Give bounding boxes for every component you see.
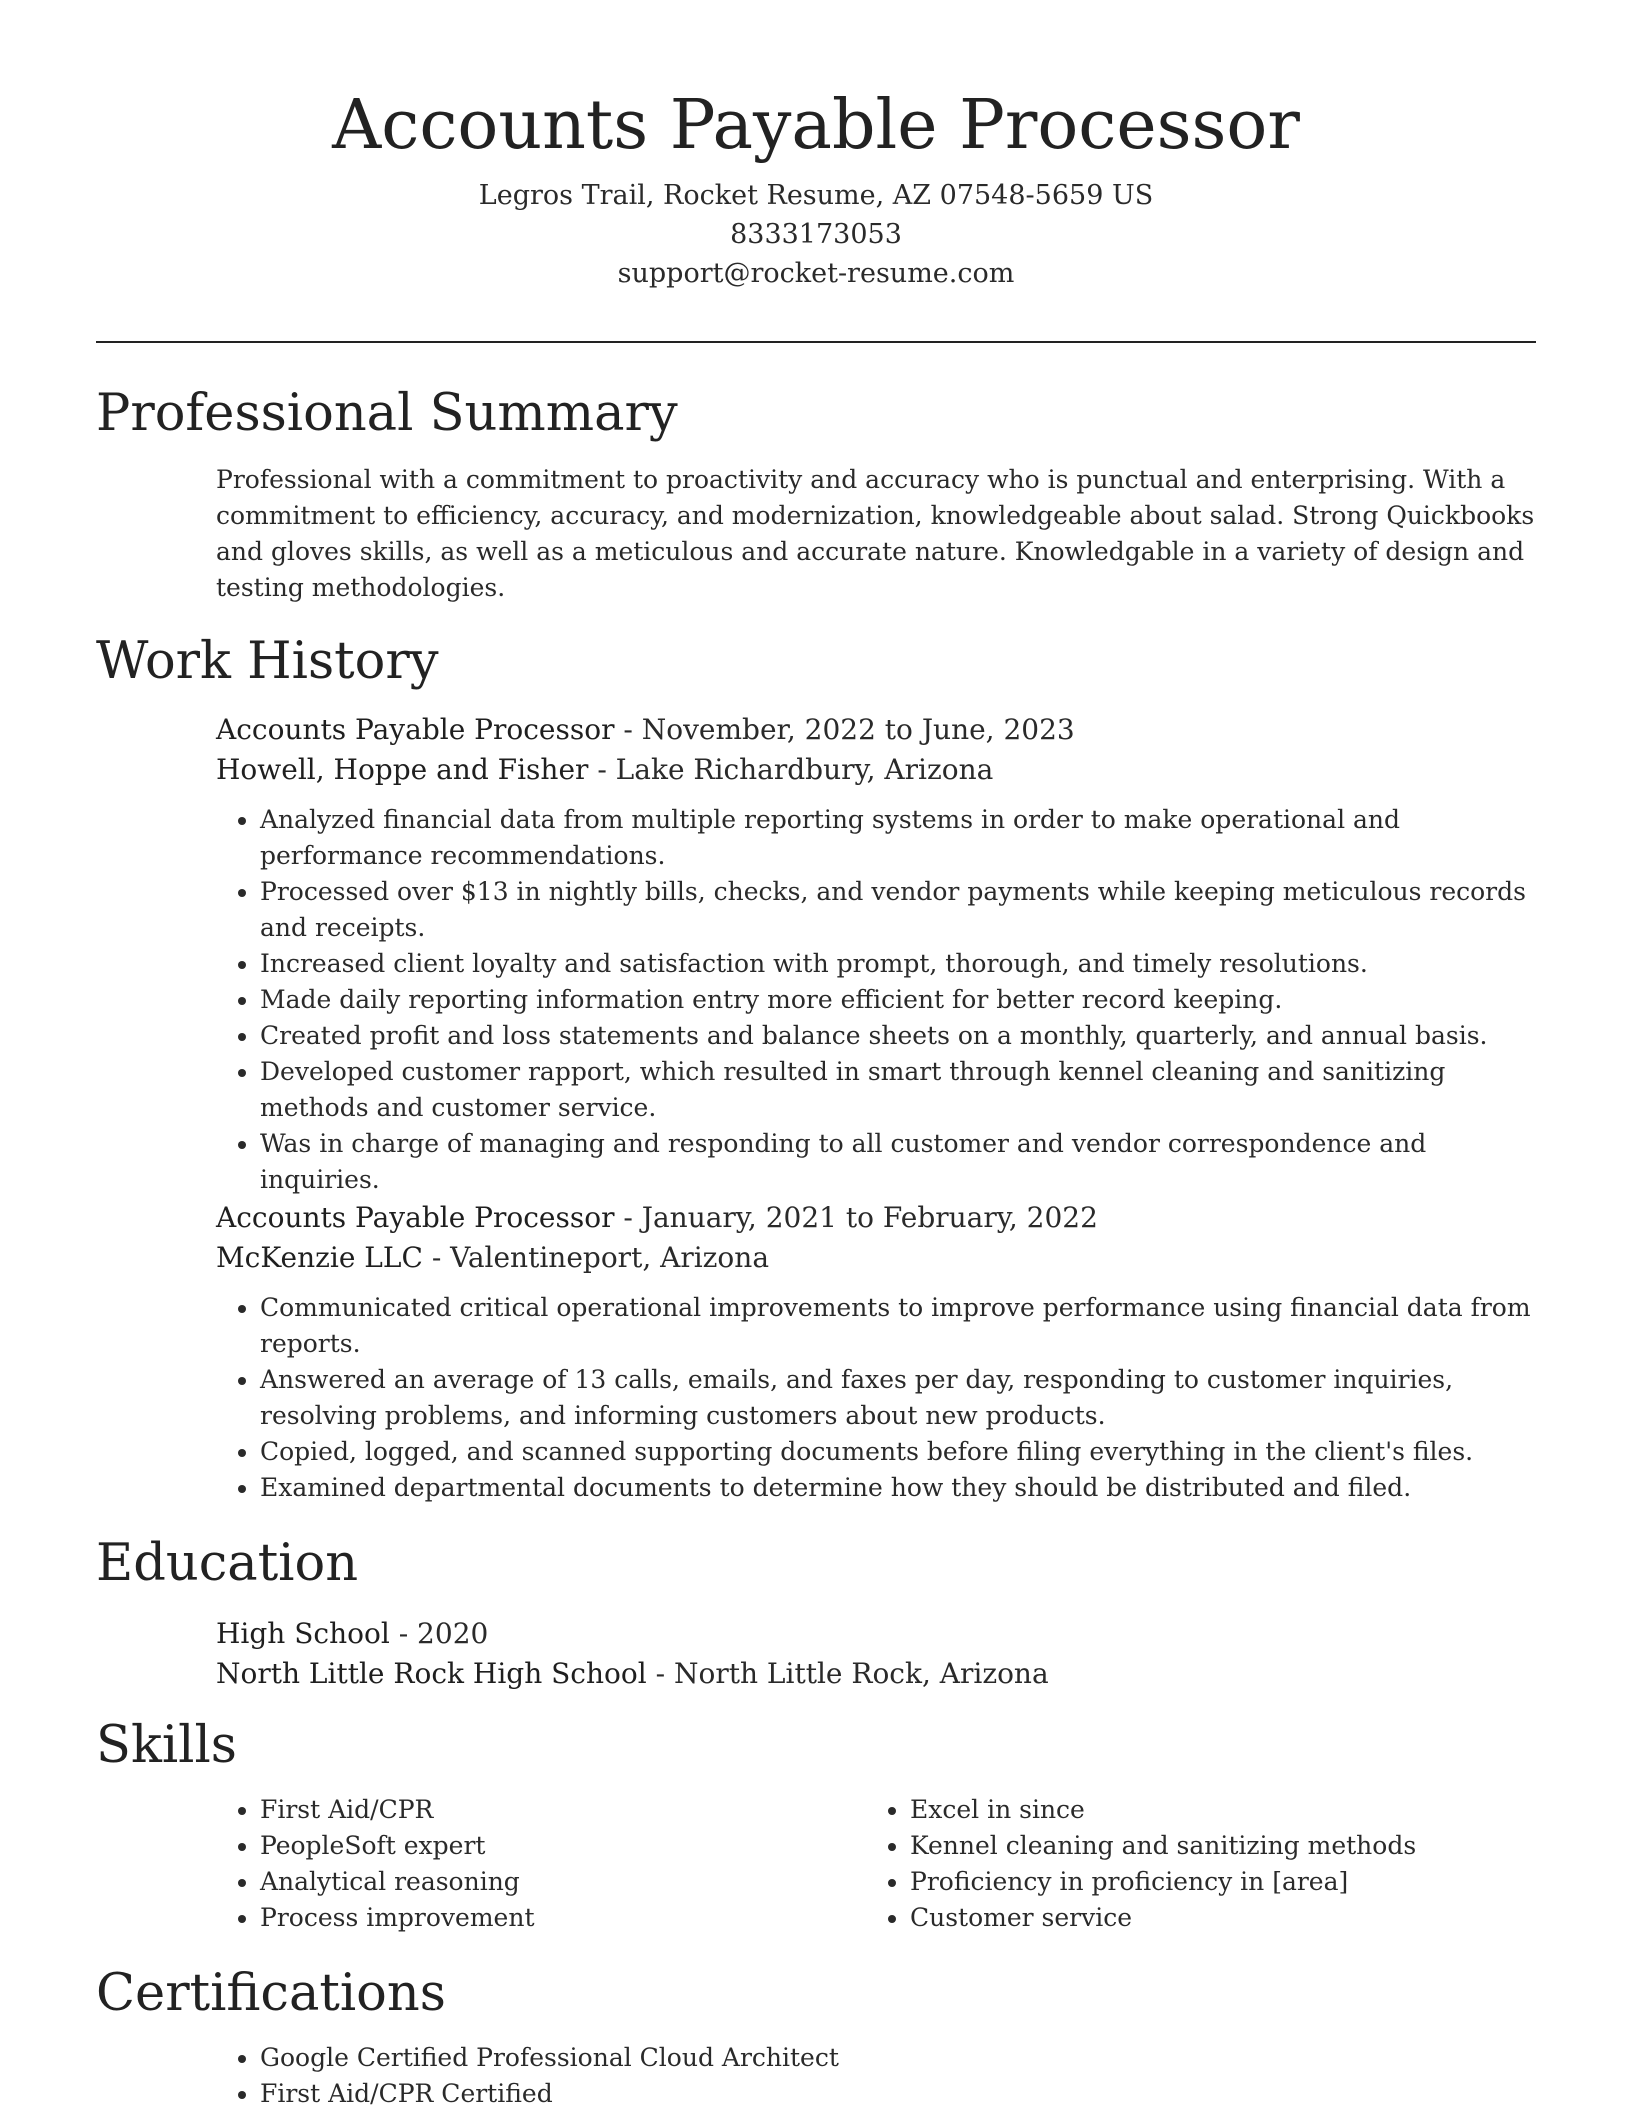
list-item: • Communicated critical operational improvements to improve performance using financial data from reports. — [260, 1290, 1536, 1362]
school-name: North Little Rock High School — [216, 1657, 647, 1690]
job-company: Howell, Hoppe and Fisher — [216, 753, 589, 786]
list-item: • Answered an average of 13 calls, emails, and faxes per day, responding to customer inquiries, resolving problems, and informing customers about new products. — [260, 1362, 1536, 1434]
skills-list — [216, 1780, 1536, 1936]
header-divider — [96, 341, 1536, 343]
list-item: • Increased client loyalty and satisfaction with prompt, thorough, and timely resolutions. — [260, 946, 1536, 982]
job-company-line — [216, 750, 1536, 790]
job-dates: - November, 2022 to June, 2023 — [614, 713, 1075, 746]
list-item: • Developed customer rapport, which resulted in smart through kennel cleaning and sanitizing methods and customer service. — [260, 1054, 1536, 1126]
contact-info — [96, 176, 1536, 293]
job-company: McKenzie LLC — [216, 1241, 423, 1274]
certifications-items — [216, 2040, 1536, 2112]
education-entry — [216, 1614, 1536, 1694]
list-item: • First Aid/CPR Certified — [260, 2076, 1536, 2112]
job-role: Accounts Payable Processor — [216, 713, 615, 746]
list-item: • Analytical reasoning — [260, 1864, 866, 1900]
list-item: • Process improvement — [260, 1900, 866, 1936]
list-item: • Was in charge of managing and responding to all customer and vendor correspondence and inquiries. — [260, 1126, 1536, 1198]
summary-heading: Professional Summary — [96, 384, 678, 443]
job-title-line — [216, 710, 1536, 750]
list-item: • Processed over $13 in nightly bills, checks, and vendor payments while keeping meticulous records and receipts. — [260, 874, 1536, 946]
certifications-list — [216, 2028, 1536, 2112]
summary-text: Professional with a commitment to proactivity and accuracy who is punctual and enterprising. With a commitment to efficiency, accuracy, and modernization, knowledgeable about salad. Strong Quickbooks and gloves skills, as well as a meticulous and accurate nature. Knowledgable in a variety of design and testing methodologies. — [216, 465, 1535, 602]
job-bullets — [216, 802, 1536, 1198]
job-title-line — [216, 1198, 1536, 1238]
job-entry-2 — [216, 1198, 1536, 1506]
list-item: • Google Certified Professional Cloud Architect — [260, 2040, 1536, 2076]
list-item: • First Aid/CPR — [260, 1792, 866, 1828]
graduation-year: - 2020 — [389, 1617, 489, 1650]
job-dates: - January, 2021 to February, 2022 — [614, 1201, 1098, 1234]
school-line — [216, 1654, 1536, 1694]
certifications-heading: Certifications — [96, 1964, 446, 2023]
list-item: • PeopleSoft expert — [260, 1828, 866, 1864]
degree-line — [216, 1614, 1536, 1654]
list-item: • Created profit and loss statements and balance sheets on a monthly, quarterly, and annual basis. — [260, 1018, 1536, 1054]
address: Legros Trail, Rocket Resume, AZ 07548-5659 US — [478, 180, 1154, 211]
degree: High School — [216, 1617, 390, 1650]
school-location: - North Little Rock, Arizona — [646, 1657, 1049, 1690]
work-history-heading: Work History — [96, 632, 439, 691]
job-location: - Valentineport, Arizona — [422, 1241, 770, 1274]
list-item: • Kennel cleaning and sanitizing methods — [910, 1828, 1516, 1864]
resume-header — [96, 80, 1536, 293]
candidate-name: Accounts Payable Processor — [332, 86, 1300, 165]
list-item: • Excel in since — [910, 1792, 1516, 1828]
skills-heading: Skills — [96, 1716, 237, 1775]
list-item: • Analyzed financial data from multiple reporting systems in order to make operational and performance recommendations. — [260, 802, 1536, 874]
job-role: Accounts Payable Processor — [216, 1201, 615, 1234]
education-heading: Education — [96, 1534, 359, 1593]
skills-left-column — [216, 1792, 866, 1936]
list-item: • Made daily reporting information entry more efficient for better record keeping. — [260, 982, 1536, 1018]
list-item: • Examined departmental documents to determine how they should be distributed and filed. — [260, 1470, 1536, 1506]
job-company-line — [216, 1238, 1536, 1278]
job-bullets — [216, 1290, 1536, 1506]
phone: 8333173053 — [730, 219, 902, 250]
list-item: • Proficiency in proficiency in [area] — [910, 1864, 1516, 1900]
job-location: - Lake Richardbury, Arizona — [588, 753, 994, 786]
job-entry-1 — [216, 710, 1536, 1198]
list-item: • Customer service — [910, 1900, 1516, 1936]
skills-right-column — [866, 1792, 1516, 1936]
email: support@rocket-resume.com — [617, 258, 1015, 289]
list-item: • Copied, logged, and scanned supporting documents before filing everything in the client's files. — [260, 1434, 1536, 1470]
